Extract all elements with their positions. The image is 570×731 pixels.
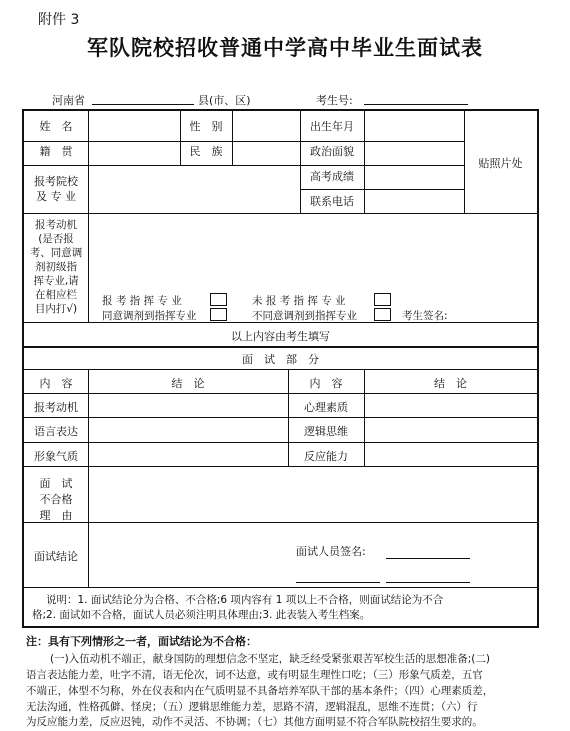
- conclusion-label: 面试结论: [34, 550, 78, 563]
- annex-label: 附件 3: [38, 12, 80, 28]
- ethnic-label: 民 族: [189, 145, 223, 158]
- row-line: [24, 165, 465, 166]
- notes-line: (一)入伍动机不端正，献身国防的理想信念不坚定，缺乏经受紧张艰苦军校生活的思想准备;(二): [50, 653, 490, 665]
- content-col-header-right: 内 容: [309, 377, 343, 390]
- motive-line: 目内打√): [34, 303, 78, 315]
- motive-line: 考、同意调: [29, 247, 83, 259]
- col-line: [232, 111, 233, 165]
- item-motive: 报考动机: [34, 401, 78, 414]
- item-language: 语言表达: [34, 425, 78, 438]
- exam-no-label: 考生号:: [316, 94, 353, 107]
- motive-line: 剂初级指: [35, 261, 77, 273]
- notes-line: 为反应能力差，反应迟钝，动作不灵活、不协调；（七）其他方面明显不符合军队院校招生要求的。: [26, 716, 483, 728]
- row-line: [24, 369, 537, 370]
- option-apply-command: 报 考 指 挥 专 业: [102, 295, 182, 307]
- fail-reason-line: 不合格: [39, 493, 73, 506]
- interview-section-title: 面 试 部 分: [242, 353, 319, 366]
- row-line: [24, 587, 537, 588]
- conclusion-col-header-left: 结 论: [171, 377, 205, 390]
- row-line: [300, 189, 465, 190]
- conclusion-col-header-right: 结 论: [434, 377, 467, 390]
- political-label: 政治面貌: [310, 145, 354, 158]
- row-line: [24, 213, 537, 214]
- col-line: [364, 111, 365, 213]
- explanation-line: 格;2. 面试如不合格，面试人员必须注明具体理由;3. 此表装入考生档案。: [32, 609, 371, 621]
- row-line: [24, 466, 537, 467]
- row-line: [24, 522, 537, 523]
- birth-label: 出生年月: [310, 120, 354, 133]
- col-line: [88, 369, 89, 587]
- motive-line: 报考动机: [35, 219, 77, 231]
- checkbox-apply-command[interactable]: [210, 293, 227, 306]
- item-logic: 逻辑思维: [304, 425, 348, 438]
- county-field[interactable]: [92, 92, 194, 105]
- row-line: [24, 346, 537, 348]
- row-line: [24, 393, 537, 394]
- notes-line: 语言表达能力差，吐字不清，语无伦次，词不达意，或有明显生理性口吃；（三）形象气质差，五官: [26, 669, 483, 681]
- fail-reason-line: 理 由: [39, 509, 73, 522]
- row-line: [24, 417, 537, 418]
- name-label: 姓 名: [39, 120, 73, 133]
- school-label-line1: 报考院校: [34, 175, 78, 188]
- checkbox-disagree-transfer[interactable]: [374, 308, 391, 321]
- content-col-header-left: 内 容: [39, 377, 73, 390]
- row-line: [24, 141, 465, 142]
- option-not-apply-command: 未 报 考 指 挥 专 业: [252, 295, 346, 307]
- motive-line: 挥专业,请: [33, 275, 79, 287]
- interviewer-sign-field-2[interactable]: [296, 582, 380, 583]
- item-reaction: 反应能力: [304, 450, 348, 463]
- item-psychology: 心理素质: [304, 401, 348, 414]
- option-agree-transfer: 同意调剂到指挥专业: [102, 310, 197, 322]
- native-label: 籍 贯: [39, 145, 73, 158]
- col-line: [88, 111, 89, 322]
- county-label: 县(市、区): [198, 94, 251, 107]
- row-line: [24, 442, 537, 443]
- option-disagree-transfer: 不同意调剂到指挥专业: [252, 310, 357, 322]
- motive-line: 在相应栏: [35, 289, 77, 301]
- notes-line: 不端正，体型不匀称，外在仪表和内在气质明显不具备培养军队干部的基本条件；（四）心理素质差，: [26, 685, 494, 697]
- interviewer-sign-label: 面试人员签名:: [296, 545, 366, 558]
- motive-line: (是否报: [38, 233, 74, 245]
- filled-by-candidate-note: 以上内容由考生填写: [231, 330, 330, 343]
- form-title: 军队院校招收普通中学高中毕业生面试表: [87, 36, 483, 60]
- explanation-line: 说明：1. 面试结论分为合格、不合格;6 项内容有 1 项以上不合格，则面试结论为不合: [46, 594, 444, 606]
- notes-title: 注：具有下列情形之一者，面试结论为不合格：: [26, 635, 257, 648]
- exam-no-field[interactable]: [364, 92, 468, 105]
- interviewer-sign-field-3[interactable]: [386, 582, 470, 583]
- interview-form-table: [22, 109, 539, 628]
- photo-placeholder: 贴照片处: [478, 157, 523, 170]
- item-appearance: 形象气质: [34, 450, 78, 463]
- notes-line: 无法沟通，性格孤僻、怪戾；（五）逻辑思维能力差，思路不清，逻辑混乱，思维不连贯；（六）行: [26, 701, 478, 713]
- checkbox-not-apply-command[interactable]: [374, 293, 391, 306]
- phone-label: 联系电话: [310, 195, 354, 208]
- interviewer-sign-field[interactable]: [386, 558, 470, 559]
- gender-label: 性 别: [189, 120, 223, 133]
- province-label: 河南省: [52, 94, 85, 107]
- score-label: 高考成绩: [310, 170, 354, 183]
- fail-reason-line: 面 试: [39, 477, 73, 490]
- checkbox-agree-transfer[interactable]: [210, 308, 227, 321]
- candidate-sign-label: 考生签名:: [402, 310, 448, 322]
- school-label-line2: 及 专 业: [36, 190, 76, 203]
